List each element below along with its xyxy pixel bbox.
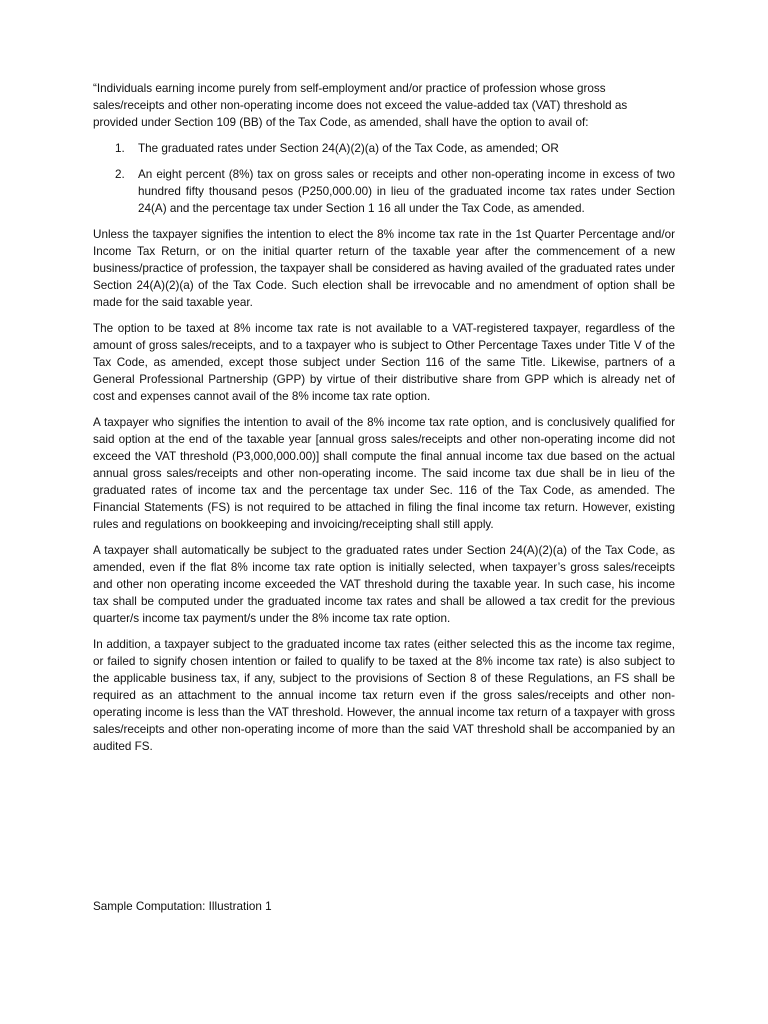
paragraph-computation: A taxpayer who signifies the intention to avail of the 8% income tax rate option, and is conclusively qualified for said option at the end of the taxable year [annual gross sales/receipts and other non-operating income did not exceed the VAT threshold (P3,000,000.00)] shall compute the final annual income tax due based on the actual annual gross sales/receipts and other non-operating income. The said income tax due shall be in lieu of the graduated rates of income tax and the percentage tax under Sec. 116 of the Tax Code, as amended. The Financial Statements (FS) is not required to be attached in filing the final income tax return. However, existing rules and regulations on bookkeeping and invoicing/receipting shall still apply. [93,416,675,531]
list-number: 2. [115,168,125,181]
option-list [93,140,675,217]
list-item-text: The graduated rates under Section 24(A)(2)(a) of the Tax Code, as amended; OR [138,142,559,155]
list-item-text: An eight percent (8%) tax on gross sales or receipts and other non-operating income in excess of two hundred fifty thousand pesos (P250,000.00) in lieu of the graduated income tax rates under Section 24(A) and the percentage tax under Section 1 16 all under the Tax Code, as amended. [138,168,675,215]
intro-paragraph: “Individuals earning income purely from self-employment and/or practice of profession whose gross sales/receipts and other non-operating income does not exceed the value-added tax (VAT) threshold as provided under Section 109 (BB) of the Tax Code, as amended, shall have the option to avail of: [93,82,628,129]
paragraph-eligibility: The option to be taxed at 8% income tax rate is not available to a VAT-registered taxpayer, regardless of the amount of gross sales/receipts, and to a taxpayer who is subject to Other Percentage Taxes under Title V of the Tax Code, as amended, except those subject under Section 116 of the same Title. Likewise, partners of a General Professional Partnership (GPP) by virtue of their distributive share from GPP which is already net of cost and expenses cannot avail of the 8% income tax rate option. [93,322,675,403]
list-item [93,166,675,217]
paragraph-automatic-graduated: A taxpayer shall automatically be subject to the graduated rates under Section 24(A)(2)(a) of the Tax Code, as amended, even if the flat 8% income tax rate option is initially selected, when taxpayer’s gross sales/receipts and other non operating income exceeded the VAT threshold during the taxable year. In such case, his income tax shall be computed under the graduated income tax rates and shall be allowed a tax credit for the previous quarter/s income tax payment/s under the 8% income tax rate option. [93,544,675,625]
paragraph-election: Unless the taxpayer signifies the intention to elect the 8% income tax rate in the 1st Quarter Percentage and/or Income Tax Return, or on the initial quarter return of the taxable year after the commencement of a new business/practice of profession, the taxpayer shall be considered as having availed of the graduated rates under Section 24(A)(2)(a) of the Tax Code. Such election shall be irrevocable and no amendment of option shall be made for the said taxable year. [93,228,675,309]
list-number: 1. [115,142,125,155]
document-body [93,80,675,764]
paragraph-business-tax: In addition, a taxpayer subject to the graduated income tax rates (either selected this as the income tax regime, or failed to signify chosen intention or failed to qualify to be taxed at the 8% income tax rate) is also subject to the applicable business tax, if any, subject to the provisions of Section 8 of these Regulations, an FS shall be required as an attachment to the annual income tax return even if the gross sales/receipts and other non-operating income is less than the VAT threshold. However, the annual income tax return of a taxpayer with gross sales/receipts and other non-operating income of more than the said VAT threshold shall be accompanied by an audited FS. [93,638,675,753]
list-item [93,140,675,157]
section-heading: Sample Computation: Illustration 1 [93,900,272,913]
